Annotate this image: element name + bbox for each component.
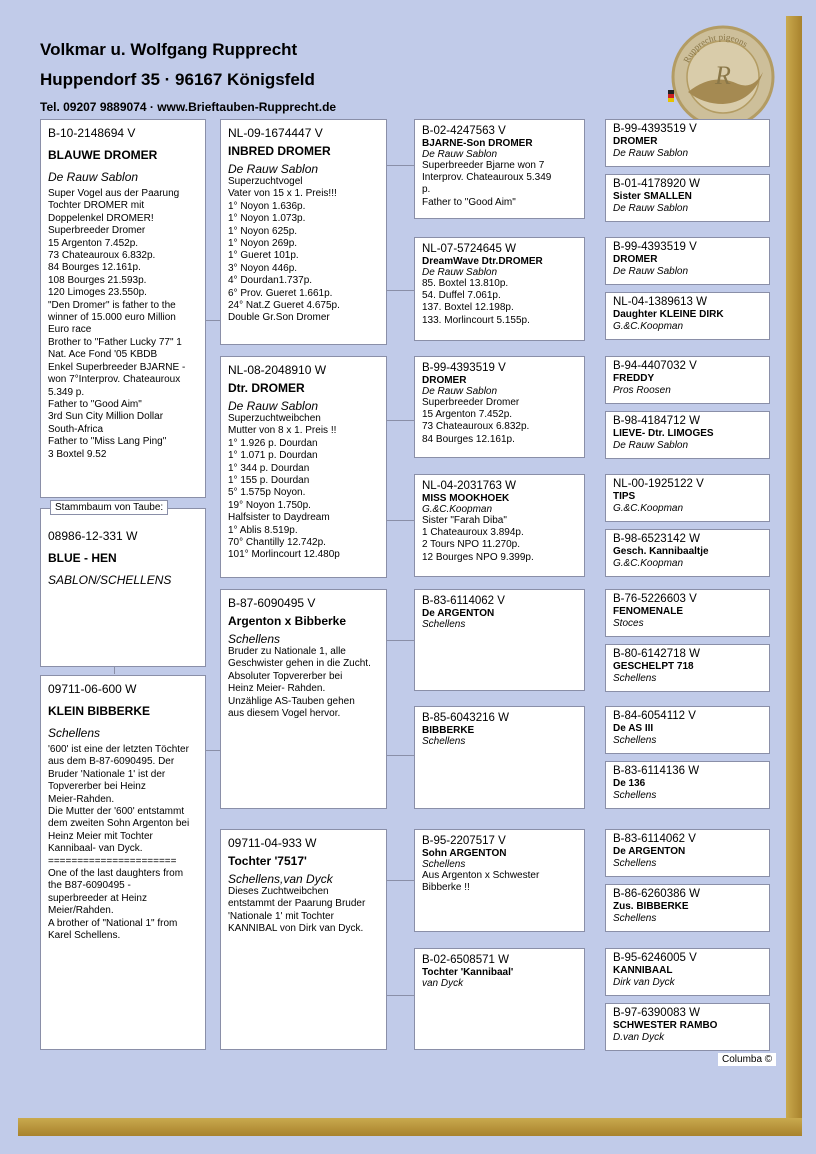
pigeon-name: Sohn ARGENTON: [422, 848, 507, 859]
pedigree-card-gen4: [605, 706, 770, 754]
pedigree-card-sire: [220, 119, 387, 345]
ring-number: NL-08-2048910 W: [228, 363, 327, 377]
connector: [387, 755, 414, 756]
pedigree-card-gen3: [414, 237, 585, 341]
ring-number: B-02-4247563 V: [422, 125, 506, 137]
pigeon-name: Zus. BIBBERKE: [613, 901, 689, 912]
pedigree-card-gen4: [605, 237, 770, 285]
connector: [387, 880, 414, 881]
bloodline: De Rauw Sablon: [613, 203, 689, 214]
pigeon-name: Gesch. Kannibaaltje: [613, 546, 709, 557]
pedigree-card-hen: [40, 508, 206, 667]
pedigree-card-sire-of-dam: [220, 589, 387, 809]
ring-number: B-99-4393519 V: [422, 362, 506, 374]
pigeon-name: KLEIN BIBBERKE: [48, 704, 151, 718]
pedigree-card-gen4: [605, 292, 770, 340]
ring-number: B-02-6508571 W: [422, 954, 509, 966]
pedigree-notes: Superbreeder Bjarne won 7 Interprov. Chateauroux 5.349 p. Father to "Good Aim": [422, 160, 552, 208]
gold-border-right: [786, 16, 802, 1136]
bloodline: G.&C.Koopman: [422, 504, 493, 515]
ring-number: 08986-12-331 W: [48, 529, 138, 543]
pigeon-name: BLAUWE DROMER: [48, 148, 158, 162]
pigeon-name: TIPS: [613, 491, 636, 502]
pigeon-name: BIBBERKE: [422, 725, 475, 736]
pedigree-notes: Dieses Zuchtweibchen entstammt der Paarung Bruder 'Nationale 1' mit Tochter KANNIBAL von Dirk van Dyck.: [228, 886, 366, 935]
bloodline: Schellens: [422, 859, 466, 870]
pedigree-card-gen4: [605, 119, 770, 167]
pigeon-name: De 136: [613, 778, 646, 789]
breeder-address: Huppendorf 35 · 96167 Königsfeld: [40, 70, 315, 89]
pigeon-name: BJARNE-Son DROMER: [422, 138, 533, 149]
pedigree-card-gen4: [605, 356, 770, 404]
bloodline: D.van Dyck: [613, 1032, 665, 1043]
ring-number: B-99-4393519 V: [613, 241, 697, 253]
pigeon-name: Sister SMALLEN: [613, 191, 692, 202]
bloodline: Schellens: [422, 619, 466, 630]
bloodline: Schellens: [48, 726, 101, 740]
pedigree-card-subject: [40, 119, 206, 498]
pedigree-card-dam-of-dam: [220, 829, 387, 1050]
pedigree-card-gen4: [605, 761, 770, 809]
connector: [206, 320, 220, 321]
ring-number: B-83-6114062 V: [613, 833, 696, 845]
ring-number: NL-09-1674447 V: [228, 126, 323, 140]
svg-text:Rupprecht pigeons: Rupprecht pigeons: [681, 31, 750, 65]
bloodline: De Rauw Sablon: [422, 386, 498, 397]
ring-number: B-83-6114062 V: [422, 595, 505, 607]
ring-number: NL-07-5724645 W: [422, 243, 516, 255]
connector: [387, 640, 414, 641]
svg-text:R: R: [715, 61, 731, 90]
pedigree-card-dam-of-sire: [220, 356, 387, 578]
pedigree-card-gen3: [414, 829, 585, 932]
pigeon-name: FENOMENALE: [613, 606, 683, 617]
ring-number: B-98-6523142 W: [613, 533, 700, 545]
pigeon-name: BLUE - HEN: [48, 551, 117, 565]
ring-number: B-10-2148694 V: [48, 126, 136, 140]
ring-number: 09711-06-600 W: [48, 682, 137, 696]
ring-number: B-86-6260386 W: [613, 888, 700, 900]
pigeon-name: De AS III: [613, 723, 654, 734]
ring-number: B-98-4184712 W: [613, 415, 700, 427]
rupprecht-pigeons-logo: [668, 22, 778, 132]
ring-number: NL-04-2031763 W: [422, 480, 516, 492]
pedigree-card-gen4: [605, 411, 770, 459]
connector: [387, 520, 414, 521]
pedigree-notes: Aus Argenton x Schwester Bibberke !!: [422, 870, 540, 894]
ring-number: B-99-4393519 V: [613, 123, 697, 135]
pigeon-name: KANNIBAAL: [613, 965, 673, 976]
ring-number: NL-00-1925122 V: [613, 478, 704, 490]
pedigree-card-gen3: [414, 356, 585, 458]
pedigree-notes: Sister "Farah Diba" 1 Chateauroux 3.894p. 2 Tours NPO 11.270p. 12 Bourges NPO 9.399p.: [422, 515, 534, 563]
bloodline: De Rauw Sablon: [613, 148, 689, 159]
ring-number: B-94-4407032 V: [613, 360, 697, 372]
pedigree-notes: 85. Boxtel 13.810p. 54. Duffel 7.061p. 137. Boxtel 12.198p. 133. Morlincourt 5.155p.: [422, 278, 530, 326]
pedigree-card-gen3: [414, 948, 585, 1050]
pedigree-card-gen3: [414, 474, 585, 577]
ring-number: B-76-5226603 V: [613, 593, 697, 605]
ring-number: NL-04-1389613 W: [613, 296, 707, 308]
ring-number: B-95-2207517 V: [422, 835, 506, 847]
pedigree-card-gen4: [605, 589, 770, 637]
pedigree-card-gen4: [605, 529, 770, 577]
pedigree-card-gen4: [605, 474, 770, 522]
ring-number: B-85-6043216 W: [422, 712, 509, 724]
pedigree-card-dam: [40, 675, 206, 1050]
ring-number: B-84-6054112 V: [613, 710, 696, 722]
gold-border-bottom: [18, 1118, 802, 1136]
bloodline: De Rauw Sablon: [422, 267, 498, 278]
pedigree-card-gen4: [605, 174, 770, 222]
ring-number: B-01-4178920 W: [613, 178, 700, 190]
pigeon-name: Tochter 'Kannibaal': [422, 967, 514, 978]
pigeon-name: MISS MOOKHOEK: [422, 493, 510, 504]
bloodline: De Rauw Sablon: [228, 162, 319, 176]
ring-number: B-97-6390083 W: [613, 1007, 700, 1019]
pigeon-name: DreamWave Dtr.DROMER: [422, 256, 543, 267]
ring-number: B-80-6142718 W: [613, 648, 700, 660]
pigeon-name: FREDDY: [613, 373, 655, 384]
bloodline: Schellens: [422, 736, 466, 747]
bloodline: Pros Roosen: [613, 385, 671, 396]
pigeon-name: De ARGENTON: [613, 846, 686, 857]
connector: [387, 420, 414, 421]
pedigree-notes: Bruder zu Nationale 1, alle Geschwister gehen in die Zucht. Absoluter Topvererber bei Heinz Meier- Rahden. Unzählige AS-Tauben gehen aus diesem Vogel hervor.: [228, 646, 371, 720]
bloodline: Schellens: [613, 913, 657, 924]
bloodline: Schellens: [613, 735, 657, 746]
pigeon-name: LIEVE- Dtr. LIMOGES: [613, 428, 714, 439]
pigeon-name: De ARGENTON: [422, 608, 495, 619]
bloodline: SABLON/SCHELLENS: [48, 573, 172, 587]
connector: [114, 666, 115, 674]
pigeon-name: Argenton x Bibberke: [228, 614, 347, 628]
bloodline: De Rauw Sablon: [228, 399, 319, 413]
breeder-header: [40, 40, 336, 114]
bloodline: Dirk van Dyck: [613, 977, 675, 988]
bloodline: Stoces: [613, 618, 644, 629]
breeder-contact: Tel. 09207 9889074 · www.Brieftauben-Rupprecht.de: [40, 100, 337, 114]
ring-number: B-87-6090495 V: [228, 596, 316, 610]
bloodline: G.&C.Koopman: [613, 558, 684, 569]
bloodline: Schellens: [613, 858, 657, 869]
bloodline: De Rauw Sablon: [613, 266, 689, 277]
bloodline: Schellens: [613, 673, 657, 684]
bloodline: G.&C.Koopman: [613, 503, 684, 514]
pedigree-card-gen3: [414, 589, 585, 691]
pedigree-notes: '600' ist eine der letzten Töchter aus dem B-87-6090495. Der Bruder 'Nationale 1' ist der Topvererber bei Heinz Meier-Rahden. Die Mutter der '600' entstammt dem zweiten Sohn Argenton bei Heinz Meier mit Tochter Kannibaal- van Dyck. ====================== One of the last daughters from the B87-6090495 - superbreeder at Heinz Meier/Rahden. A brother of "National 1" from Karel Schellens.: [48, 744, 190, 942]
pigeon-name: DROMER: [613, 136, 658, 147]
pedigree-card-gen3: [414, 119, 585, 219]
pigeon-name: SCHWESTER RAMBO: [613, 1020, 718, 1031]
stammbaum-label: Stammbaum von Taube:: [50, 500, 168, 515]
connector: [206, 750, 220, 751]
pigeon-name: Tochter '7517': [228, 854, 307, 868]
pigeon-name: DROMER: [613, 254, 658, 265]
bloodline: G.&C.Koopman: [613, 321, 684, 332]
bloodline: van Dyck: [422, 978, 464, 989]
pigeon-name: GESCHELPT 718: [613, 661, 694, 672]
connector: [387, 995, 414, 996]
pedigree-notes: Super Vogel aus der Paarung Tochter DROMER mit Doppelenkel DROMER! Superbreeder Dromer 15 Argenton 7.452p. 73 Chateauroux 6.832p. 84 Bourges 12.161p. 108 Bourges 21.593p. 120 Limoges 23.550p. "Den Dromer" is father to the winner of 15.000 euro Million Euro race Brother to "Father Lucky 77" 1 Nat. Ace Fond '05 KBDB Enkel Superbreeder BJARNE - won 7°Interprov. Chateauroux 5.349 p. Father to "Good Aim" 3rd Sun City Million Dollar South-Africa Father to "Miss Lang Ping" 3 Boxtel 9.52: [48, 188, 186, 460]
pigeon-name: Dtr. DROMER: [228, 381, 305, 395]
pedigree-notes: Superzuchtweibchen Mutter von 8 x 1. Preis !! 1° 1.926 p. Dourdan 1° 1.071 p. Dourdan 1° 344 p. Dourdan 1° 155 p. Dourdan 5° 1.575p Noyon. 19° Noyon 1.750p. Halfsister to Daydream 1° Ablis 8.519p. 70° Chantilly 12.742p. 101° Morlincourt 12.480p: [228, 413, 340, 561]
bloodline: Schellens: [613, 790, 657, 801]
pigeon-name: INBRED DROMER: [228, 144, 331, 158]
pedigree-notes: Superzuchtvogel Vater von 15 x 1. Preis!!! 1° Noyon 1.636p. 1° Noyon 1.073p. 1° Noyon 625p. 1° Noyon 269p. 1° Gueret 101p. 3° Noyon 446p. 4° Dourdan1.737p. 6° Prov. Gueret 1.661p. 24° Nat.Z Gueret 4.675p. Double Gr.Son Dromer: [228, 176, 340, 324]
pedigree-card-gen4: [605, 1003, 770, 1051]
bloodline: De Rauw Sablon: [48, 170, 139, 184]
connector: [387, 165, 414, 166]
pigeon-name: Daughter KLEINE DIRK: [613, 309, 724, 320]
bloodline: Schellens,van Dyck: [228, 872, 333, 886]
ring-number: B-83-6114136 W: [613, 765, 700, 777]
bloodline: Schellens: [228, 632, 281, 646]
ring-number: B-95-6246005 V: [613, 952, 697, 964]
pedigree-card-gen3: [414, 706, 585, 809]
bloodline: De Rauw Sablon: [422, 149, 498, 160]
copyright-label: Columba ©: [718, 1053, 776, 1066]
ring-number: 09711-04-933 W: [228, 836, 317, 850]
breeder-name: Volkmar u. Wolfgang Rupprecht: [40, 40, 298, 59]
pigeon-name: DROMER: [422, 375, 467, 386]
bloodline: De Rauw Sablon: [613, 440, 689, 451]
pedigree-card-gen4: [605, 884, 770, 932]
pedigree-card-gen4: [605, 829, 770, 877]
pedigree-notes: Superbreeder Dromer 15 Argenton 7.452p. 73 Chateauroux 6.832p. 84 Bourges 12.161p.: [422, 397, 530, 445]
pedigree-card-gen4: [605, 948, 770, 996]
pedigree-card-gen4: [605, 644, 770, 692]
connector: [387, 290, 414, 291]
